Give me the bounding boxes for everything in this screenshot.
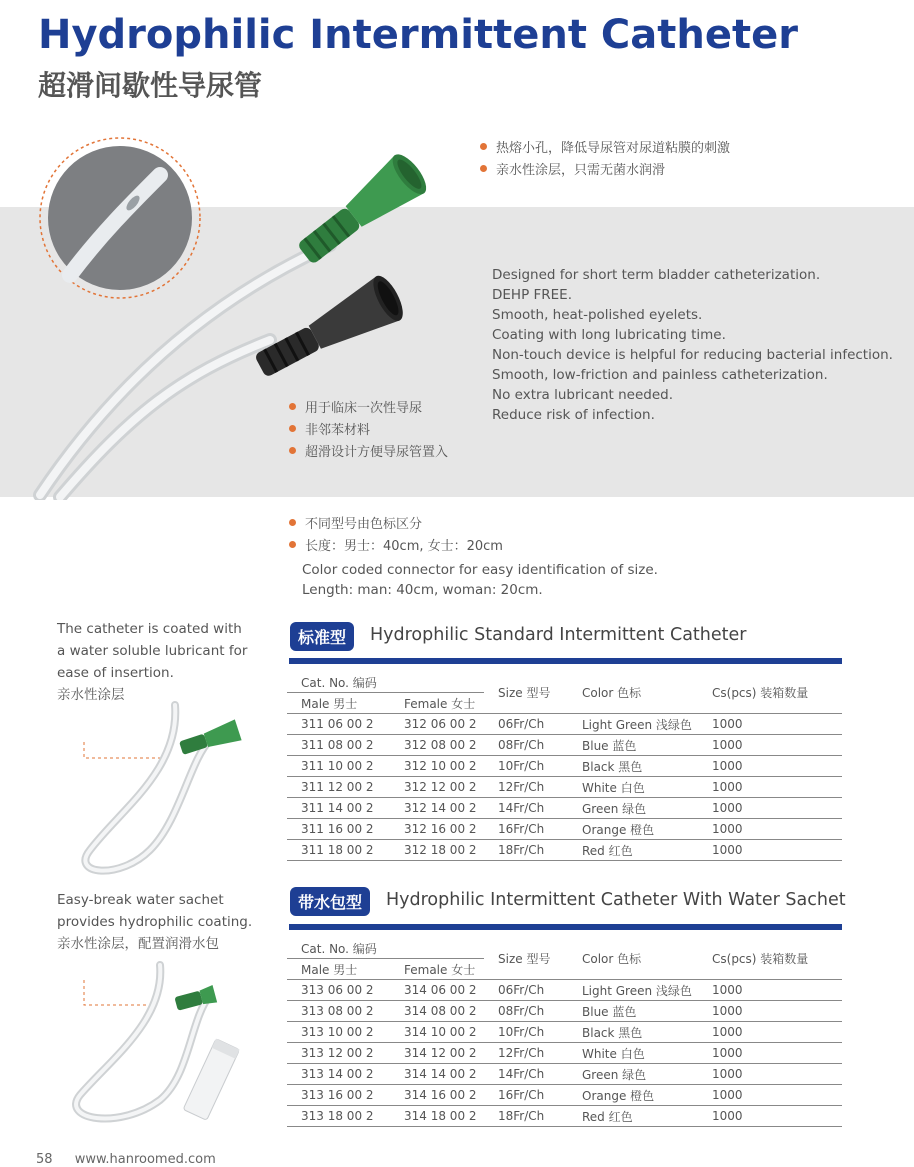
bullet-dot-icon [289,403,296,410]
low-description [302,560,658,600]
table-row: 311 14 00 2 312 14 00 2 14Fr/Ch Green 绿色 1000 [287,798,842,819]
header-female: Female 女士 [390,693,484,714]
table-row: 311 16 00 2 312 16 00 2 16Fr/Ch Orange 橙色 1000 [287,819,842,840]
table-row: 313 10 00 2 314 10 00 2 10Fr/Ch Black 黑色 1000 [287,1022,842,1043]
section-title-sachet: Hydrophilic Intermittent Catheter With Water Sachet [386,890,846,910]
bullet-dot-icon [480,143,487,150]
list-item: DEHP FREE. [492,287,573,303]
spec-table-standard [287,672,842,861]
list-item: Non-touch device is helpful for reducing bacterial infection. [492,347,893,363]
list-item: 亲水性涂层，只需无菌水润滑 [480,160,730,182]
header-cat-no: Cat. No. 编码 [287,672,484,693]
header-color: Color 色标 [568,938,698,980]
table-row: 311 10 00 2 312 10 00 2 10Fr/Ch Black 黑色 1000 [287,756,842,777]
page-title: Hydrophilic Intermittent Catheter [38,12,798,58]
description-line: Color coded connector for easy identification of size. [302,562,658,578]
table-row: 313 16 00 2 314 16 00 2 16Fr/Ch Orange 橙色 1000 [287,1085,842,1106]
table-header-row [287,938,842,959]
list-item: 非邻苯材料 [289,420,448,442]
bullet-dot-icon [289,425,296,432]
header-size: Size 型号 [484,672,568,714]
side-note-2: Easy-break water sachet provides hydrophilic coating. 亲水性涂层，配置润滑水包 [57,892,253,952]
table-row: 311 12 00 2 312 12 00 2 12Fr/Ch White 白色 1000 [287,777,842,798]
page-footer [36,1152,216,1167]
section-title-standard: Hydrophilic Standard Intermittent Catheter [370,625,747,645]
bullet-dot-icon [289,447,296,454]
header-male: Male 男士 [287,959,390,980]
feature-list [492,265,893,425]
bullet-dot-icon [480,165,487,172]
list-item: Smooth, heat-polished eyelets. [492,307,703,323]
list-item: Designed for short term bladder catheterization. [492,267,821,283]
section-badge-sachet: 带水包型 [290,887,370,916]
low-bullet-list [289,514,503,558]
table-row: 311 06 00 2 312 06 00 2 06Fr/Ch Light Green 浅绿色 1000 [287,714,842,735]
spec-table-sachet [287,938,842,1127]
list-item: Smooth, low-friction and painless catheterization. [492,367,828,383]
standard-catheter-image [50,700,280,880]
section-divider [289,658,842,664]
table-row: 311 18 00 2 312 18 00 2 18Fr/Ch Red 红色 1000 [287,840,842,861]
header-cat-no: Cat. No. 编码 [287,938,484,959]
section-badge-standard: 标准型 [290,622,354,651]
header-male: Male 男士 [287,693,390,714]
list-item: 不同型号由色标区分 [289,514,503,536]
header-cs: Cs(pcs) 装箱数量 [698,672,842,714]
list-item: 用于临床一次性导尿 [289,398,448,420]
header-size: Size 型号 [484,938,568,980]
page-number: 58 [36,1152,53,1167]
list-item: No extra lubricant needed. [492,387,674,403]
list-item: 热熔小孔，降低导尿管对尿道粘膜的刺激 [480,138,730,160]
table-header-row [287,672,842,693]
table-row: 313 08 00 2 314 08 00 2 08Fr/Ch Blue 蓝色 1000 [287,1001,842,1022]
list-item: Reduce risk of infection. [492,407,655,423]
list-item: Coating with long lubricating time. [492,327,726,343]
top-bullet-list [480,138,730,182]
mid-bullet-list [289,398,448,464]
bullet-dot-icon [289,541,296,548]
description-line: Length: man: 40cm, woman: 20cm. [302,582,543,598]
section-divider [289,924,842,930]
bullet-dot-icon [289,519,296,526]
sachet-catheter-image [50,960,280,1140]
side-note-1: The catheter is coated with a water soluble lubricant for ease of insertion. 亲水性涂层 [57,621,248,703]
table-row: 313 12 00 2 314 12 00 2 12Fr/Ch White 白色 1000 [287,1043,842,1064]
header-cs: Cs(pcs) 装箱数量 [698,938,842,980]
list-item: 超滑设计方便导尿管置入 [289,442,448,464]
header-color: Color 色标 [568,672,698,714]
website-link[interactable]: www.hanroomed.com [74,1152,216,1167]
list-item: 长度：男士：40cm, 女士：20cm [289,536,503,558]
table-row: 311 08 00 2 312 08 00 2 08Fr/Ch Blue 蓝色 1000 [287,735,842,756]
table-row: 313 14 00 2 314 14 00 2 14Fr/Ch Green 绿色 1000 [287,1064,842,1085]
table-row: 313 18 00 2 314 18 00 2 18Fr/Ch Red 红色 1000 [287,1106,842,1127]
table-row: 313 06 00 2 314 06 00 2 06Fr/Ch Light Green 浅绿色 1000 [287,980,842,1001]
header-female: Female 女士 [390,959,484,980]
page-subtitle-cn: 超滑间歇性导尿管 [38,69,263,102]
